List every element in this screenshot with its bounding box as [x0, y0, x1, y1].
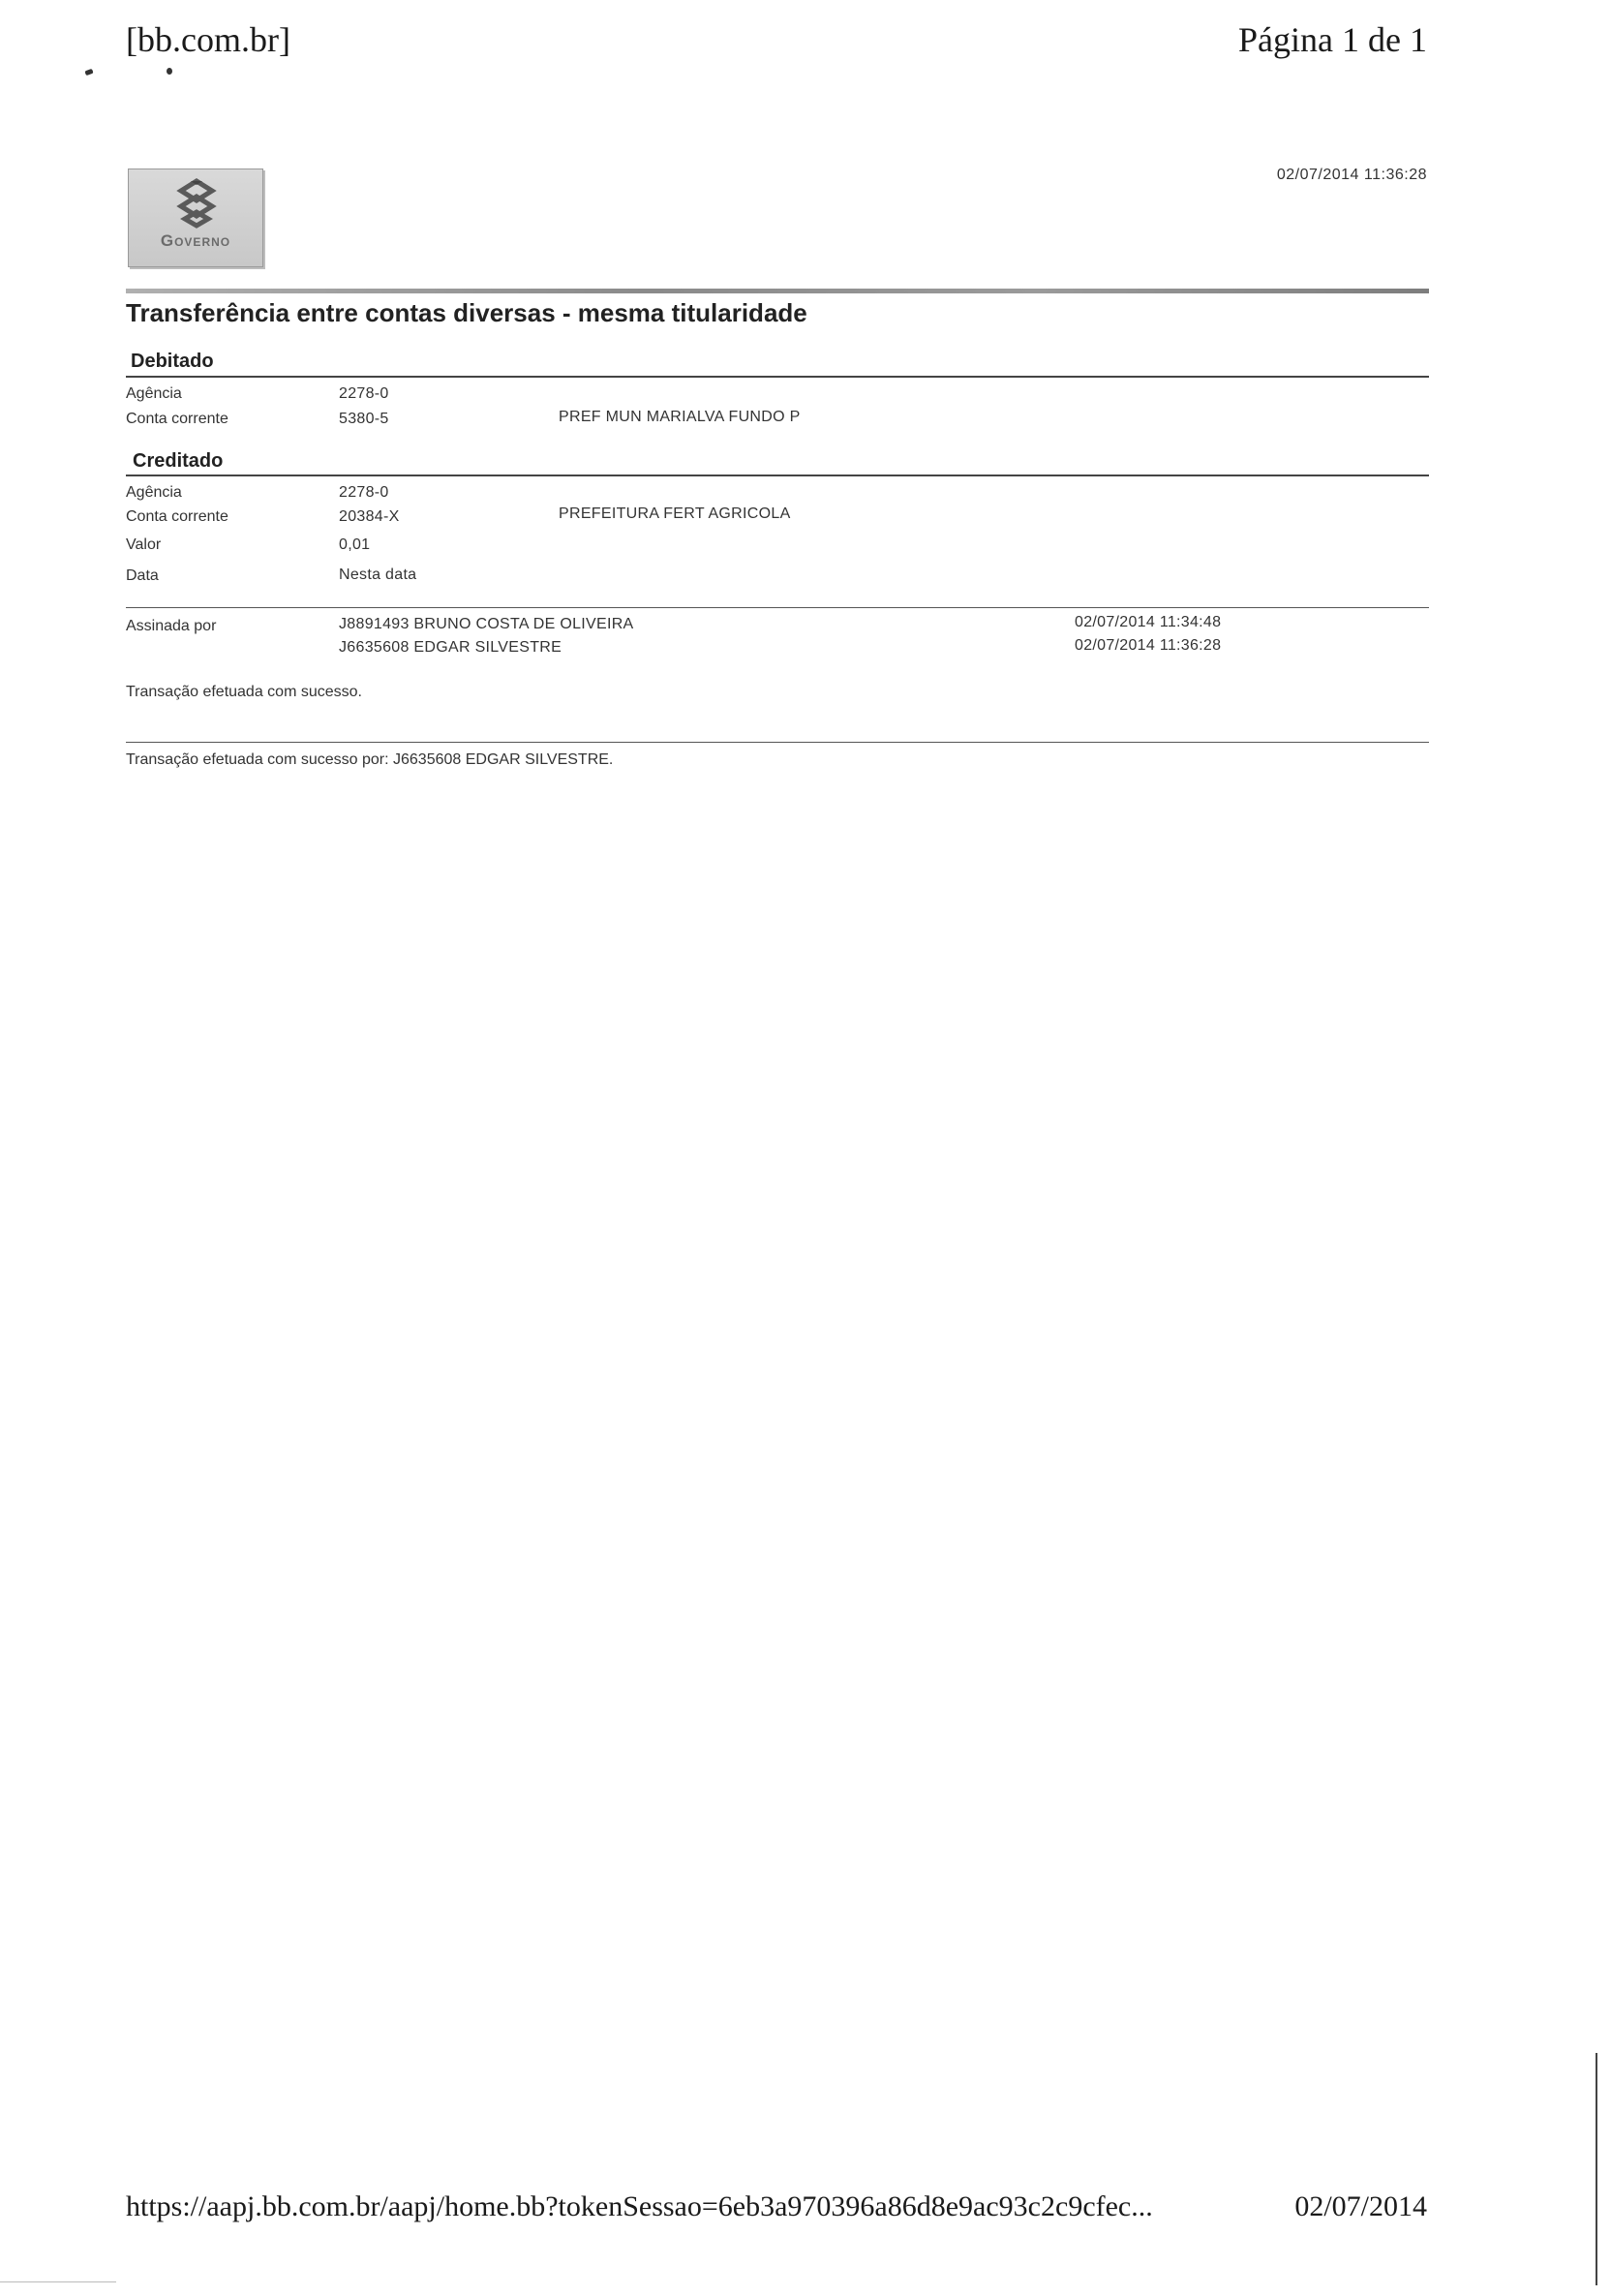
- creditado-heading: Creditado: [133, 450, 224, 472]
- signatures-divider: [126, 607, 1429, 608]
- bb-logo-icon: [169, 177, 224, 231]
- assinada-por-label: Assinada por: [126, 618, 217, 634]
- creditado-titular: PREFEITURA FERT AGRICOLA: [559, 505, 791, 522]
- print-footer-date: 02/07/2014: [1294, 2190, 1427, 2222]
- status-message: Transação efetuada com sucesso.: [126, 684, 362, 700]
- governo-logo: [128, 168, 263, 267]
- scan-bottom-edge: [0, 2281, 116, 2282]
- debitado-conta-label: Conta corrente: [126, 411, 228, 427]
- emission-datetime: 02/07/2014 11:36:28: [1276, 167, 1427, 183]
- creditado-divider: [126, 475, 1429, 476]
- valor-value: 0,01: [339, 536, 371, 553]
- print-page-number: Página 1 de 1: [1238, 20, 1427, 59]
- debitado-conta-value: 5380-5: [339, 411, 389, 427]
- signer-name: J8891493 BRUNO COSTA DE OLIVEIRA: [339, 616, 634, 632]
- scan-speck: [84, 69, 93, 76]
- debitado-titular: PREF MUN MARIALVA FUNDO P: [559, 409, 801, 425]
- debitado-divider: [126, 376, 1429, 378]
- print-site-header: [bb.com.br]: [126, 20, 290, 59]
- debitado-agencia-value: 2278-0: [339, 385, 389, 402]
- logo-label: Governo: [160, 231, 231, 250]
- creditado-agencia-label: Agência: [126, 484, 182, 501]
- valor-label: Valor: [126, 536, 162, 553]
- creditado-agencia-value: 2278-0: [339, 484, 389, 501]
- status-by-message: Transação efetuada com sucesso por: J6635608 EDGAR SILVESTRE.: [126, 751, 614, 768]
- scan-edge-line: [1596, 2053, 1597, 2285]
- debitado-heading: Debitado: [131, 351, 214, 372]
- data-value: Nesta data: [339, 566, 417, 583]
- header-divider: [126, 289, 1429, 293]
- data-label: Data: [126, 567, 159, 584]
- signer-datetime: 02/07/2014 11:36:28: [1075, 637, 1222, 654]
- signer-name: J6635608 EDGAR SILVESTRE: [339, 639, 562, 656]
- creditado-conta-label: Conta corrente: [126, 508, 228, 525]
- debitado-agencia-label: Agência: [126, 385, 182, 402]
- page-title: Transferência entre contas diversas - mesma titularidade: [126, 298, 807, 327]
- print-footer-url: https://aapj.bb.com.br/aapj/home.bb?tokenSessao=6eb3a970396a86d8e9ac93c2c9cfec...: [126, 2190, 1153, 2222]
- creditado-conta-value: 20384-X: [339, 508, 400, 525]
- status-divider: [126, 742, 1429, 743]
- scan-speck: [167, 68, 172, 75]
- signer-datetime: 02/07/2014 11:34:48: [1075, 614, 1222, 630]
